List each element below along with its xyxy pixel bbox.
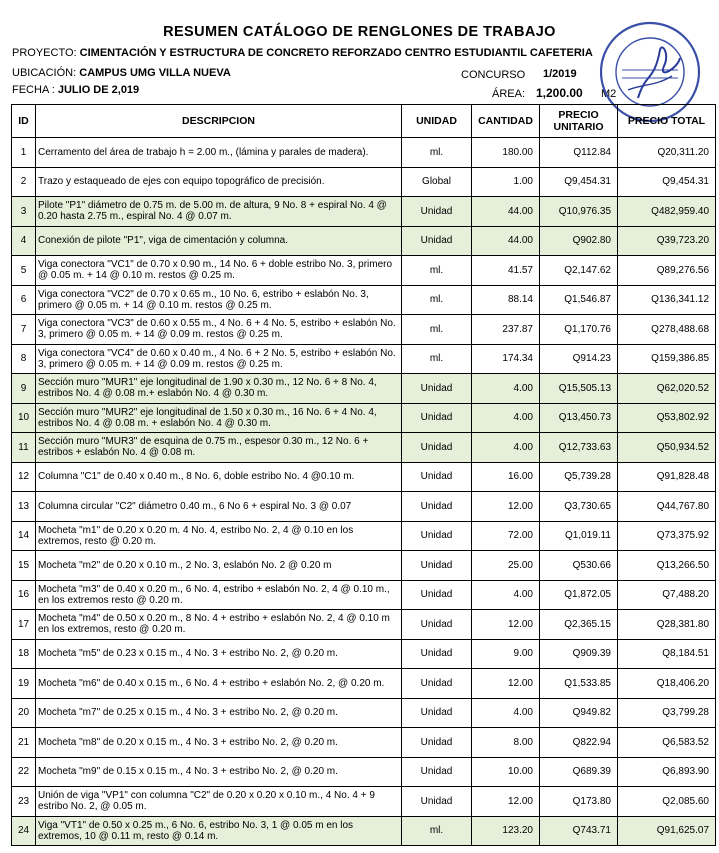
table-row xyxy=(12,580,716,610)
row-precio-total: Q8,184.51 xyxy=(618,639,716,669)
row-precio-total: Q13,266.50 xyxy=(618,551,716,581)
row-unidad: ml. xyxy=(402,138,472,168)
row-unidad: Unidad xyxy=(402,551,472,581)
table-row xyxy=(12,256,716,286)
row-id: 18 xyxy=(12,639,36,669)
row-description: Viga conectora "VC4" de 0.60 x 0.40 m., 4 No. 6 + 2 No. 5, estribo + eslabón No. 3, primero @ 0.05 m. + 14 @ 0.09 m. restos @ 0.25 m. xyxy=(36,344,402,374)
table-row xyxy=(12,315,716,345)
row-unidad: Unidad xyxy=(402,462,472,492)
row-id: 2 xyxy=(12,167,36,197)
row-unidad: Unidad xyxy=(402,580,472,610)
row-precio-total: Q20,311.20 xyxy=(618,138,716,168)
area-unit: M2 xyxy=(601,88,617,100)
row-precio-total: Q50,934.52 xyxy=(618,433,716,463)
row-unidad: Unidad xyxy=(402,492,472,522)
row-precio-unitario: Q13,450.73 xyxy=(540,403,618,433)
row-cantidad: 180.00 xyxy=(472,138,540,168)
row-id: 20 xyxy=(12,698,36,728)
row-unidad: Unidad xyxy=(402,787,472,817)
table-row xyxy=(12,374,716,404)
row-description: Columna circular "C2" diámetro 0.40 m., 6 No 6 + espiral No. 3 @ 0.07 xyxy=(36,492,402,522)
row-id: 14 xyxy=(12,521,36,551)
row-cantidad: 1.00 xyxy=(472,167,540,197)
row-precio-total: Q9,454.31 xyxy=(618,167,716,197)
row-id: 5 xyxy=(12,256,36,286)
row-id: 12 xyxy=(12,462,36,492)
row-cantidad: 8.00 xyxy=(472,728,540,758)
row-precio-unitario: Q112.84 xyxy=(540,138,618,168)
row-precio-unitario: Q2,365.15 xyxy=(540,610,618,640)
row-description: Unión de viga "VP1" con columna "C2" de 0.20 x 0.20 x 0.10 m., 4 No. 4 + 9 estribo No. 2, @ 0.05 m. xyxy=(36,787,402,817)
fecha-line xyxy=(12,84,139,96)
row-precio-unitario: Q530.66 xyxy=(540,551,618,581)
row-description: Mocheta "m1" de 0.20 x 0.20 m. 4 No. 4, estribo No. 2, 4 @ 0.10 en los extremos, resto @ 0.20 m. xyxy=(36,521,402,551)
row-id: 1 xyxy=(12,138,36,168)
row-unidad: Unidad xyxy=(402,521,472,551)
ubicacion-value: CAMPUS UMG VILLA NUEVA xyxy=(79,67,231,79)
row-cantidad: 174.34 xyxy=(472,344,540,374)
row-description: Mocheta "m7" de 0.25 x 0.15 m., 4 No. 3 + estribo No. 2, @ 0.20 m. xyxy=(36,698,402,728)
row-unidad: Unidad xyxy=(402,374,472,404)
row-description: Columna "C1" de 0.40 x 0.40 m., 8 No. 6, doble estribo No. 4 @0.10 m. xyxy=(36,462,402,492)
table-row xyxy=(12,757,716,787)
row-precio-total: Q73,375.92 xyxy=(618,521,716,551)
row-precio-unitario: Q914.23 xyxy=(540,344,618,374)
row-unidad: Unidad xyxy=(402,433,472,463)
row-precio-unitario: Q949.82 xyxy=(540,698,618,728)
fecha-value: JULIO DE 2,019 xyxy=(57,84,140,96)
row-precio-unitario: Q9,454.31 xyxy=(540,167,618,197)
row-precio-total: Q159,386.85 xyxy=(618,344,716,374)
row-precio-total: Q28,381.80 xyxy=(618,610,716,640)
row-cantidad: 12.00 xyxy=(472,669,540,699)
table-row xyxy=(12,197,716,227)
row-description: Mocheta "m2" de 0.20 x 0.10 m., 2 No. 3, eslabón No. 2 @ 0.20 m xyxy=(36,551,402,581)
row-description: Cerramento del área de trabajo h = 2.00 m., (lámina y parales de madera). xyxy=(36,138,402,168)
row-precio-unitario: Q1,019.11 xyxy=(540,521,618,551)
row-unidad: Unidad xyxy=(402,403,472,433)
row-precio-unitario: Q5,739.28 xyxy=(540,462,618,492)
table-row xyxy=(12,167,716,197)
row-cantidad: 10.00 xyxy=(472,757,540,787)
row-precio-total: Q91,625.07 xyxy=(618,816,716,846)
row-precio-total: Q482,959.40 xyxy=(618,197,716,227)
row-cantidad: 9.00 xyxy=(472,639,540,669)
row-precio-unitario: Q822.94 xyxy=(540,728,618,758)
row-cantidad: 12.00 xyxy=(472,610,540,640)
row-id: 23 xyxy=(12,787,36,817)
row-precio-total: Q7,488.20 xyxy=(618,580,716,610)
header-precio-total: PRECIO TOTAL xyxy=(618,105,716,138)
row-description: Pilote "P1" diámetro de 0.75 m. de 5.00 m. de altura, 9 No. 8 + espiral No. 4 @ 0.20 hasta 2.75 m., espiral No. 4 @ 0.07 m. xyxy=(36,197,402,227)
row-cantidad: 4.00 xyxy=(472,580,540,610)
row-precio-unitario: Q1,546.87 xyxy=(540,285,618,315)
row-precio-unitario: Q173.80 xyxy=(540,787,618,817)
table-row xyxy=(12,521,716,551)
row-unidad: ml. xyxy=(402,344,472,374)
row-precio-unitario: Q902.80 xyxy=(540,226,618,256)
row-precio-total: Q2,085.60 xyxy=(618,787,716,817)
table-row xyxy=(12,138,716,168)
row-precio-unitario: Q15,505.13 xyxy=(540,374,618,404)
row-id: 19 xyxy=(12,669,36,699)
row-unidad: Unidad xyxy=(402,197,472,227)
row-precio-unitario: Q12,733.63 xyxy=(540,433,618,463)
row-id: 8 xyxy=(12,344,36,374)
row-id: 3 xyxy=(12,197,36,227)
table-row xyxy=(12,551,716,581)
row-precio-total: Q3,799.28 xyxy=(618,698,716,728)
proyecto-value: CIMENTACIÓN Y ESTRUCTURA DE CONCRETO REFORZADO CENTRO ESTUDIANTIL CAFETERIA xyxy=(79,47,593,59)
row-id: 10 xyxy=(12,403,36,433)
table-row xyxy=(12,285,716,315)
row-precio-unitario: Q2,147.62 xyxy=(540,256,618,286)
row-unidad: Unidad xyxy=(402,610,472,640)
table-row xyxy=(12,787,716,817)
row-unidad: Unidad xyxy=(402,728,472,758)
row-unidad: ml. xyxy=(402,256,472,286)
row-description: Sección muro "MUR3" de esquina de 0.75 m., espesor 0.30 m., 12 No. 6 + estribos + eslabón No. 4 @ 0.08 m. xyxy=(36,433,402,463)
row-unidad: Unidad xyxy=(402,698,472,728)
row-cantidad: 72.00 xyxy=(472,521,540,551)
row-precio-unitario: Q10,976.35 xyxy=(540,197,618,227)
row-description: Sección muro "MUR2" eje longitudinal de 1.50 x 0.30 m., 16 No. 6 + 4 No. 4, estribos No. 4 @ 0.08 m. + eslabón No. 4 @ 0.30 m. xyxy=(36,403,402,433)
row-precio-total: Q136,341.12 xyxy=(618,285,716,315)
row-unidad: Unidad xyxy=(402,757,472,787)
row-unidad: Unidad xyxy=(402,226,472,256)
row-precio-unitario: Q1,533.85 xyxy=(540,669,618,699)
row-id: 17 xyxy=(12,610,36,640)
row-id: 9 xyxy=(12,374,36,404)
row-description: Conexión de pilote "P1", viga de cimentación y columna. xyxy=(36,226,402,256)
table-header-row xyxy=(12,105,716,138)
row-unidad: ml. xyxy=(402,816,472,846)
table-row xyxy=(12,639,716,669)
table-row xyxy=(12,669,716,699)
row-id: 4 xyxy=(12,226,36,256)
row-id: 7 xyxy=(12,315,36,345)
row-description: Sección muro "MUR1" eje longitudinal de 1.90 x 0.30 m., 12 No. 6 + 8 No. 4, estribos No. 4 @ 0.08 m.+ eslabón No. 4 @ 0.30 m. xyxy=(36,374,402,404)
row-description: Mocheta "m3" de 0.40 x 0.20 m., 6 No. 4, estribo + eslabón No. 2, 4 @ 0.10 m., en los extremos resto @ 0.20 m. xyxy=(36,580,402,610)
row-precio-unitario: Q1,872.05 xyxy=(540,580,618,610)
row-precio-unitario: Q743.71 xyxy=(540,816,618,846)
row-precio-unitario: Q3,730.65 xyxy=(540,492,618,522)
row-precio-total: Q62,020.52 xyxy=(618,374,716,404)
row-precio-total: Q278,488.68 xyxy=(618,315,716,345)
row-precio-total: Q44,767.80 xyxy=(618,492,716,522)
row-description: Viga conectora "VC2" de 0.70 x 0.65 m., 10 No. 6, estribo + eslabón No. 3, primero @ 0.05 m. + 14 @ 0.10 m. restos @ 0.25 m. xyxy=(36,285,402,315)
row-description: Viga conectora "VC1" de 0.70 x 0.90 m., 14 No. 6 + doble estribo No. 3, primero @ 0.05 m. + 14 @ 0.10 m. restos @ 0.25 m. xyxy=(36,256,402,286)
row-cantidad: 4.00 xyxy=(472,403,540,433)
table-row xyxy=(12,462,716,492)
table-row xyxy=(12,610,716,640)
row-unidad: Global xyxy=(402,167,472,197)
row-precio-unitario: Q1,170.76 xyxy=(540,315,618,345)
row-precio-total: Q89,276.56 xyxy=(618,256,716,286)
work-items-table xyxy=(11,104,716,846)
table-row xyxy=(12,344,716,374)
row-description: Mocheta "m5" de 0.23 x 0.15 m., 4 No. 3 + estribo No. 2, @ 0.20 m. xyxy=(36,639,402,669)
row-id: 21 xyxy=(12,728,36,758)
ubicacion-line xyxy=(12,67,231,79)
row-unidad: Unidad xyxy=(402,639,472,669)
table-row xyxy=(12,433,716,463)
table-body xyxy=(12,138,716,846)
row-precio-total: Q39,723.20 xyxy=(618,226,716,256)
row-id: 16 xyxy=(12,580,36,610)
concurso-value: 1/2019 xyxy=(543,68,577,80)
row-id: 11 xyxy=(12,433,36,463)
document-title: RESUMEN CATÁLOGO DE RENGLONES DE TRABAJO xyxy=(163,24,556,40)
table-row xyxy=(12,816,716,846)
table-row xyxy=(12,728,716,758)
row-description: Mocheta "m8" de 0.20 x 0.15 m., 4 No. 3 + estribo No. 2, @ 0.20 m. xyxy=(36,728,402,758)
area-label: ÁREA: xyxy=(492,88,526,100)
row-precio-total: Q6,893.90 xyxy=(618,757,716,787)
table-row xyxy=(12,226,716,256)
row-description: Mocheta "m4" de 0.50 x 0.20 m., 8 No. 4 + estribo + eslabón No. 2, 4 @ 0.10 m en los extremos, resto @ 0.20 m. xyxy=(36,610,402,640)
proyecto-label: PROYECTO: xyxy=(12,47,77,59)
header-cantidad: CANTIDAD xyxy=(472,105,540,138)
fecha-label: FECHA : xyxy=(12,84,55,96)
row-description: Viga conectora "VC3" de 0.60 x 0.55 m., 4 No. 6 + 4 No. 5, estribo + eslabón No. 3, primero @ 0.05 m. + 14 @ 0.09 m. restos @ 0.25 m. xyxy=(36,315,402,345)
row-cantidad: 4.00 xyxy=(472,698,540,728)
row-description: Viga "VT1" de 0.50 x 0.25 m., 6 No. 6, estribo No. 3, 1 @ 0.05 m en los extremos, 10 @ 0.11 m, resto @ 0.14 m. xyxy=(36,816,402,846)
table-row xyxy=(12,492,716,522)
row-cantidad: 88.14 xyxy=(472,285,540,315)
header-descripcion: DESCRIPCION xyxy=(36,105,402,138)
row-cantidad: 16.00 xyxy=(472,462,540,492)
row-precio-total: Q91,828.48 xyxy=(618,462,716,492)
row-id: 6 xyxy=(12,285,36,315)
concurso-label: CONCURSO xyxy=(461,69,526,81)
row-precio-unitario: Q909.39 xyxy=(540,639,618,669)
table-row xyxy=(12,403,716,433)
row-cantidad: 123.20 xyxy=(472,816,540,846)
row-description: Trazo y estaqueado de ejes con equipo topográfico de precisión. xyxy=(36,167,402,197)
row-unidad: ml. xyxy=(402,315,472,345)
row-cantidad: 4.00 xyxy=(472,433,540,463)
row-cantidad: 237.87 xyxy=(472,315,540,345)
row-cantidad: 41.57 xyxy=(472,256,540,286)
header-precio-unitario: PRECIO UNITARIO xyxy=(540,105,618,138)
row-cantidad: 12.00 xyxy=(472,787,540,817)
row-cantidad: 44.00 xyxy=(472,226,540,256)
ubicacion-label: UBICACIÓN: xyxy=(12,67,77,79)
row-cantidad: 44.00 xyxy=(472,197,540,227)
row-unidad: Unidad xyxy=(402,669,472,699)
row-cantidad: 12.00 xyxy=(472,492,540,522)
row-unidad: ml. xyxy=(402,285,472,315)
row-description: Mocheta "m6" de 0.40 x 0.15 m., 6 No. 4 + estribo + eslabón No. 2, @ 0.20 m. xyxy=(36,669,402,699)
header-id: ID xyxy=(12,105,36,138)
row-cantidad: 25.00 xyxy=(472,551,540,581)
row-precio-total: Q53,802.92 xyxy=(618,403,716,433)
header-unidad: UNIDAD xyxy=(402,105,472,138)
row-id: 15 xyxy=(12,551,36,581)
row-id: 22 xyxy=(12,757,36,787)
row-precio-total: Q18,406.20 xyxy=(618,669,716,699)
row-id: 13 xyxy=(12,492,36,522)
row-precio-total: Q6,583.52 xyxy=(618,728,716,758)
row-id: 24 xyxy=(12,816,36,846)
row-description: Mocheta "m9" de 0.15 x 0.15 m., 4 No. 3 + estribo No. 2, @ 0.20 m. xyxy=(36,757,402,787)
proyecto-line xyxy=(12,47,593,59)
row-precio-unitario: Q689.39 xyxy=(540,757,618,787)
row-cantidad: 4.00 xyxy=(472,374,540,404)
table-row xyxy=(12,698,716,728)
area-value: 1,200.00 xyxy=(536,86,583,100)
